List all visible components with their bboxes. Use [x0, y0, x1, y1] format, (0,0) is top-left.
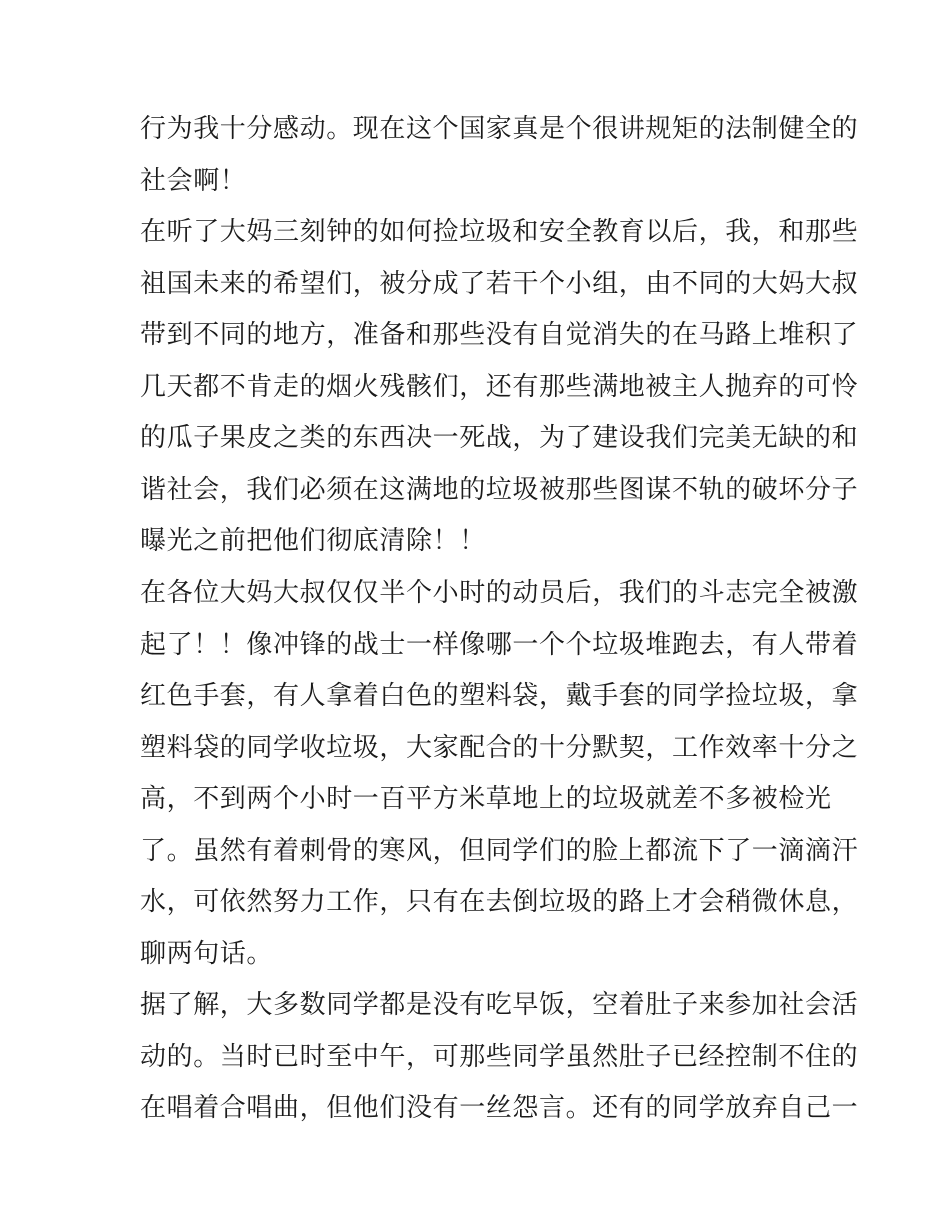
text-line: 高，不到两个小时一百平方米草地上的垃圾就差不多被检光 — [140, 784, 832, 814]
text-line: 行为我十分感动。现在这个国家真是个很讲规矩的法制健全的 — [140, 114, 859, 144]
text-line: 了。虽然有着刺骨的寒风，但同学们的脸上都流下了一滴滴汗 — [140, 836, 859, 866]
text-line: 水，可依然努力工作，只有在去倒垃圾的路上才会稍微休息， — [140, 887, 859, 917]
text-line: 塑料袋的同学收垃圾，大家配合的十分默契，工作效率十分之 — [140, 733, 859, 763]
text-line: 在各位大妈大叔仅仅半个小时的动员后，我们的斗志完全被激 — [140, 578, 859, 608]
text-line: 动的。当时已时至中午，可那些同学虽然肚子已经控制不住的 — [140, 1042, 859, 1072]
text-line: 祖国未来的希望们，被分成了若干个小组，由不同的大妈大叔 — [140, 269, 859, 299]
text-line: 几天都不肯走的烟火残骸们，还有那些满地被主人抛弃的可怜 — [140, 372, 859, 402]
text-line: 据了解，大多数同学都是没有吃早饭，空着肚子来参加社会活 — [140, 990, 859, 1020]
text-line: 红色手套，有人拿着白色的塑料袋，戴手套的同学捡垃圾，拿 — [140, 681, 859, 711]
text-line: 起了！！像冲锋的战士一样像哪一个个垃圾堆跑去，有人带着 — [140, 630, 859, 660]
text-line: 的瓜子果皮之类的东西决一死战，为了建设我们完美无缺的和 — [140, 423, 859, 453]
text-line: 曝光之前把他们彻底清除！！ — [140, 526, 486, 556]
text-line: 谐社会，我们必须在这满地的垃圾被那些图谋不轨的破坏分子 — [140, 475, 859, 505]
text-line: 社会啊！ — [140, 166, 247, 196]
text-line: 聊两句话。 — [140, 939, 274, 969]
text-line: 在唱着合唱曲，但他们没有一丝怨言。还有的同学放弃自己一 — [140, 1093, 859, 1123]
text-line: 在听了大妈三刻钟的如何捡垃圾和安全教育以后，我，和那些 — [140, 217, 859, 247]
text-line: 带到不同的地方，准备和那些没有自觉消失的在马路上堆积了 — [140, 320, 859, 350]
